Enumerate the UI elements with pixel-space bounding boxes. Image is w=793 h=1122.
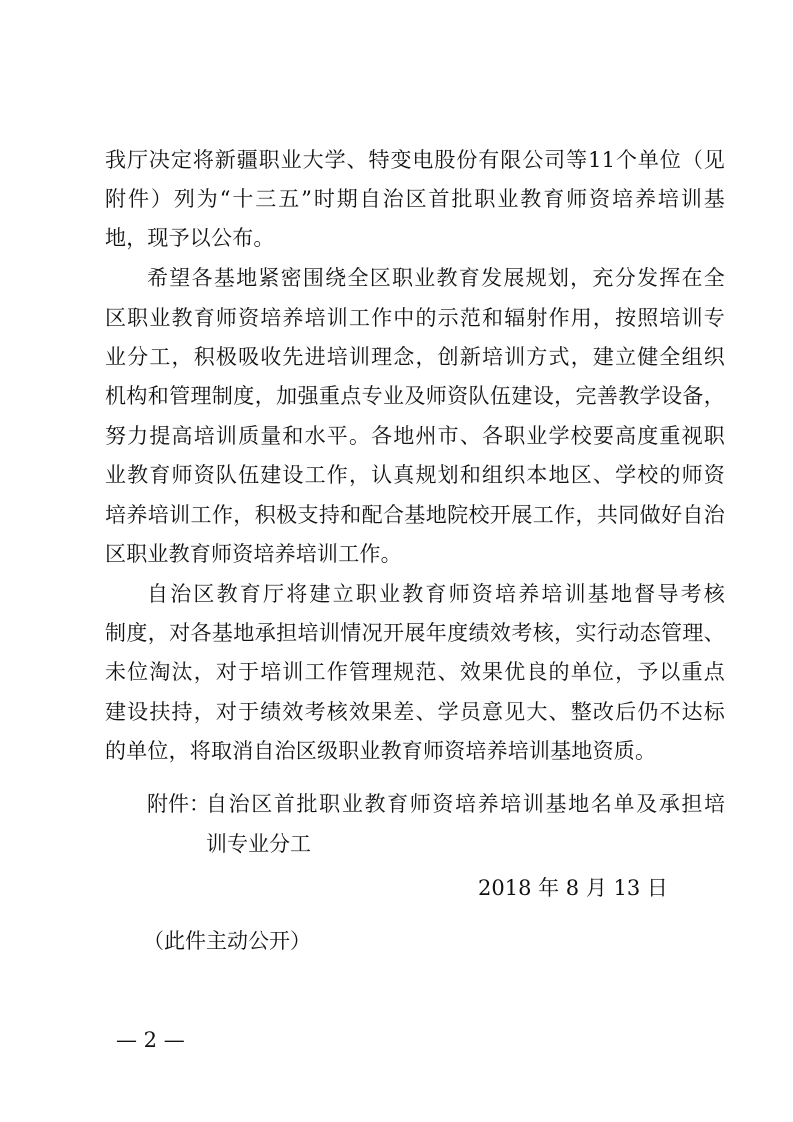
page-number: — 2 — [116, 1028, 185, 1052]
body-text-line: 希望各基地紧密围绕全区职业教育发展规划，充分发挥在全 [147, 266, 725, 290]
document-date: 2018 年 8 月 13 日 [478, 876, 668, 900]
body-text-line: 附件）列为“十三五”时期自治区首批职业教育师资培养培训基 [105, 187, 725, 211]
attachment-label: 附件： [147, 792, 210, 816]
disclosure-note: （此件主动公开） [143, 929, 311, 953]
body-text-line: 制度，对各基地承担培训情况开展年度绩效考核，实行动态管理、 [105, 621, 725, 645]
body-text-line: 努力提高培训质量和水平。各地州市、各职业学校要高度重视职 [105, 424, 725, 448]
body-text-line: 我厅决定将新疆职业大学、特变电股份有限公司等11个单位（见 [105, 148, 725, 172]
body-text-line: 地，现予以公布。 [105, 226, 275, 250]
body-text-line: 自治区教育厅将建立职业教育师资培养培训基地督导考核 [147, 582, 725, 606]
attachment-title-line: 自治区首批职业教育师资培养培训基地名单及承担培 [206, 792, 725, 816]
body-text-line: 业教育师资队伍建设工作，认真规划和组织本地区、学校的师资 [105, 463, 725, 487]
body-text-line: 建设扶持，对于绩效考核效果差、学员意见大、整改后仍不达标 [105, 700, 725, 724]
body-text-line: 业分工，积极吸收先进培训理念，创新培训方式，建立健全组织 [105, 345, 725, 369]
body-text-line: 未位淘汰，对于培训工作管理规范、效果优良的单位，予以重点 [105, 660, 725, 684]
body-text-line: 培养培训工作，积极支持和配合基地院校开展工作，共同做好自治 [105, 503, 725, 527]
body-text-line: 的单位，将取消自治区级职业教育师资培养培训基地资质。 [105, 739, 657, 763]
body-text-line: 机构和管理制度，加强重点专业及师资队伍建设，完善教学设备， [105, 384, 725, 408]
attachment-title-line: 训专业分工 [206, 832, 311, 856]
body-text-line: 区职业教育师资培养培训工作。 [105, 542, 402, 566]
body-text-line: 区职业教育师资培养培训工作中的示范和辐射作用，按照培训专 [105, 306, 725, 330]
